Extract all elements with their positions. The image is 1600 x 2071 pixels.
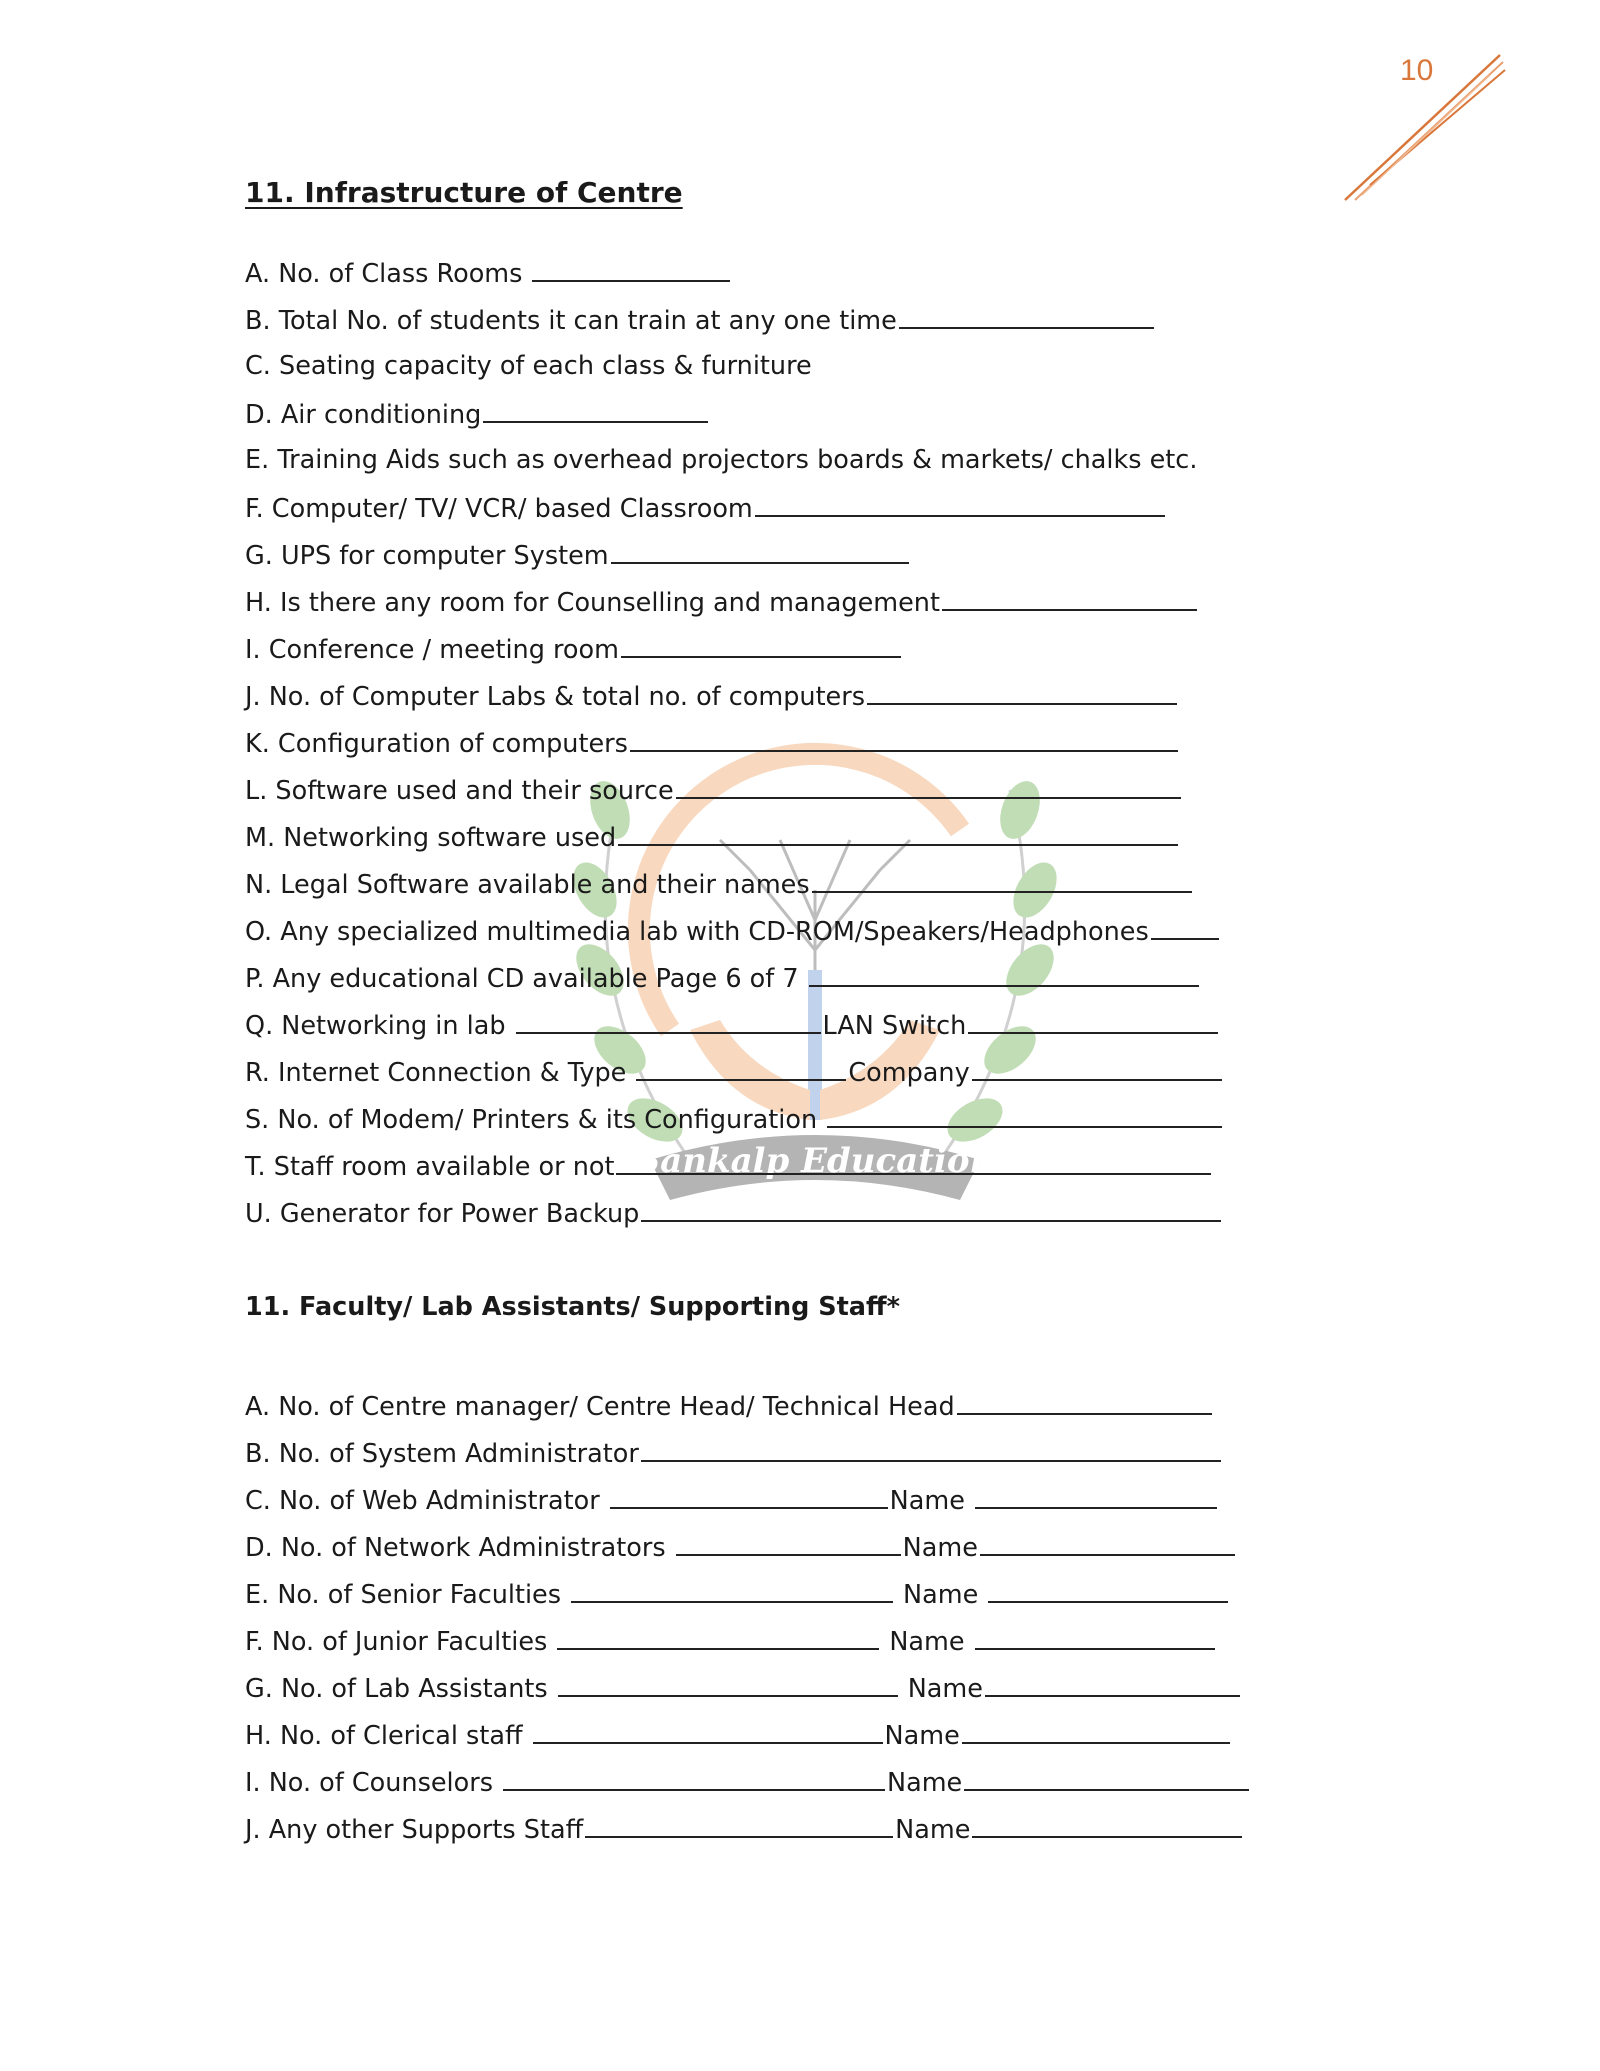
fill-blank[interactable] <box>557 1620 879 1650</box>
fill-blank[interactable] <box>972 1051 1222 1081</box>
field-label: A. No. of Centre manager/ Centre Head/ Technical Head <box>245 1392 955 1422</box>
company-label: Company <box>848 1058 970 1088</box>
fill-blank[interactable] <box>755 487 1165 517</box>
form-line <box>245 1761 1251 1801</box>
field-label: D. No. of Network Administrators <box>245 1533 666 1563</box>
fill-blank[interactable] <box>957 1385 1212 1415</box>
form-line <box>245 252 732 292</box>
fill-blank[interactable] <box>964 1761 1249 1791</box>
fill-blank[interactable] <box>1151 910 1219 940</box>
form-line <box>245 440 1197 480</box>
fill-blank[interactable] <box>968 1004 1218 1034</box>
fill-blank[interactable] <box>533 1714 883 1744</box>
form-line <box>245 1479 1219 1519</box>
form-line <box>245 675 1179 715</box>
form-line <box>245 1051 1224 1091</box>
fill-blank[interactable] <box>483 393 708 423</box>
field-label: I. No. of Counselors <box>245 1768 494 1798</box>
form-line <box>245 487 1167 527</box>
form-line <box>245 1145 1213 1185</box>
form-line <box>245 1004 1220 1044</box>
field-label: G. UPS for computer System <box>245 541 609 571</box>
fill-blank[interactable] <box>867 675 1177 705</box>
field-label: B. No. of System Administrator <box>245 1439 639 1469</box>
fill-blank[interactable] <box>827 1098 1222 1128</box>
form-line <box>245 581 1199 621</box>
fill-blank[interactable] <box>899 299 1154 329</box>
form-line <box>245 1714 1232 1754</box>
field-label: F. No. of Junior Faculties <box>245 1627 548 1657</box>
field-label: J. Any other Supports Staff <box>245 1815 584 1845</box>
form-line <box>245 722 1180 762</box>
fill-blank[interactable] <box>585 1808 893 1838</box>
form-line <box>245 534 911 574</box>
form-line <box>245 1573 1230 1613</box>
fill-blank[interactable] <box>942 581 1197 611</box>
watermark-brand: Sankalp Education <box>635 1141 995 1181</box>
form-line <box>245 1432 1223 1472</box>
field-label: R. Internet Connection & Type <box>245 1058 627 1088</box>
field-label: L. Software used and their source <box>245 776 674 806</box>
field-label: J. No. of Computer Labs & total no. of computers <box>245 682 866 712</box>
section-faculty-title: 11. Faculty/ Lab Assistants/ Supporting Staff* <box>245 1292 900 1322</box>
field-label: C. No. of Web Administrator <box>245 1486 600 1516</box>
form-line <box>245 299 1156 339</box>
lan-switch-label: LAN Switch <box>822 1011 967 1041</box>
form-line <box>245 957 1201 997</box>
name-label: Name <box>887 1768 963 1798</box>
form-line <box>245 346 812 386</box>
form-line <box>245 393 710 433</box>
fill-blank[interactable] <box>616 1145 1211 1175</box>
fill-blank[interactable] <box>516 1004 821 1034</box>
name-label: Name <box>884 1721 960 1751</box>
section-infrastructure-title: 11. Infrastructure of Centre <box>245 176 683 209</box>
form-line <box>245 910 1221 950</box>
form-line <box>245 1192 1223 1232</box>
field-label: A. No. of Class Rooms <box>245 259 523 289</box>
fill-blank[interactable] <box>676 1526 901 1556</box>
field-label: E. No. of Senior Faculties <box>245 1580 562 1610</box>
field-label: S. No. of Modem/ Printers & its Configuration <box>245 1105 818 1135</box>
form-line <box>245 1808 1244 1848</box>
form-line <box>245 1385 1214 1425</box>
fill-blank[interactable] <box>571 1573 893 1603</box>
form-line <box>245 1098 1224 1138</box>
field-label: H. No. of Clerical staff <box>245 1721 523 1751</box>
name-label: Name <box>903 1580 979 1610</box>
field-label: Q. Networking in lab <box>245 1011 506 1041</box>
form-line <box>245 1526 1237 1566</box>
field-label: F. Computer/ TV/ VCR/ based Classroom <box>245 494 753 524</box>
form-line <box>245 863 1194 903</box>
fill-blank[interactable] <box>630 722 1178 752</box>
fill-blank[interactable] <box>676 769 1181 799</box>
fill-blank[interactable] <box>972 1808 1242 1838</box>
fill-blank[interactable] <box>641 1192 1221 1222</box>
name-label: Name <box>902 1533 978 1563</box>
form-line <box>245 1667 1242 1707</box>
field-label: E. Training Aids such as overhead projectors boards & markets/ chalks etc. <box>245 445 1198 475</box>
fill-blank[interactable] <box>610 1479 888 1509</box>
fill-blank[interactable] <box>980 1526 1235 1556</box>
fill-blank[interactable] <box>975 1479 1217 1509</box>
field-label: I. Conference / meeting room <box>245 635 619 665</box>
field-label: K. Configuration of computers <box>245 729 628 759</box>
form-line <box>245 628 903 668</box>
fill-blank[interactable] <box>641 1432 1221 1462</box>
name-label: Name <box>889 1627 965 1657</box>
field-label: P. Any educational CD available Page 6 of 7 <box>245 964 799 994</box>
fill-blank[interactable] <box>809 957 1199 987</box>
fill-blank[interactable] <box>532 252 730 282</box>
field-label: U. Generator for Power Backup <box>245 1199 640 1229</box>
fill-blank[interactable] <box>503 1761 885 1791</box>
page-number: 10 <box>1400 54 1434 87</box>
field-label: G. No. of Lab Assistants <box>245 1674 548 1704</box>
fill-blank[interactable] <box>621 628 901 658</box>
corner-decoration-icon <box>1340 50 1510 210</box>
name-label: Name <box>907 1674 983 1704</box>
fill-blank[interactable] <box>611 534 909 564</box>
fill-blank[interactable] <box>812 863 1192 893</box>
fill-blank[interactable] <box>975 1620 1215 1650</box>
field-label: B. Total No. of students it can train at any one time <box>245 306 897 336</box>
field-label: T. Staff room available or not <box>245 1152 615 1182</box>
form-line <box>245 769 1183 809</box>
fill-blank[interactable] <box>558 1667 898 1697</box>
name-label: Name <box>889 1486 965 1516</box>
fill-blank[interactable] <box>988 1573 1228 1603</box>
watermark-tagline: लक्ष्य आपका - संकल्प हमारा <box>741 1186 889 1202</box>
field-label: H. Is there any room for Counselling and management <box>245 588 940 618</box>
form-line <box>245 816 1180 856</box>
fill-blank[interactable] <box>618 816 1178 846</box>
fill-blank[interactable] <box>962 1714 1230 1744</box>
field-label: C. Seating capacity of each class & furniture <box>245 351 812 381</box>
fill-blank[interactable] <box>636 1051 846 1081</box>
form-line <box>245 1620 1217 1660</box>
fill-blank[interactable] <box>985 1667 1240 1697</box>
field-label: M. Networking software used <box>245 823 617 853</box>
name-label: Name <box>895 1815 971 1845</box>
field-label: N. Legal Software available and their names <box>245 870 810 900</box>
field-label: D. Air conditioning <box>245 400 482 430</box>
field-label: O. Any specialized multimedia lab with CD-ROM/Speakers/Headphones <box>245 917 1149 947</box>
